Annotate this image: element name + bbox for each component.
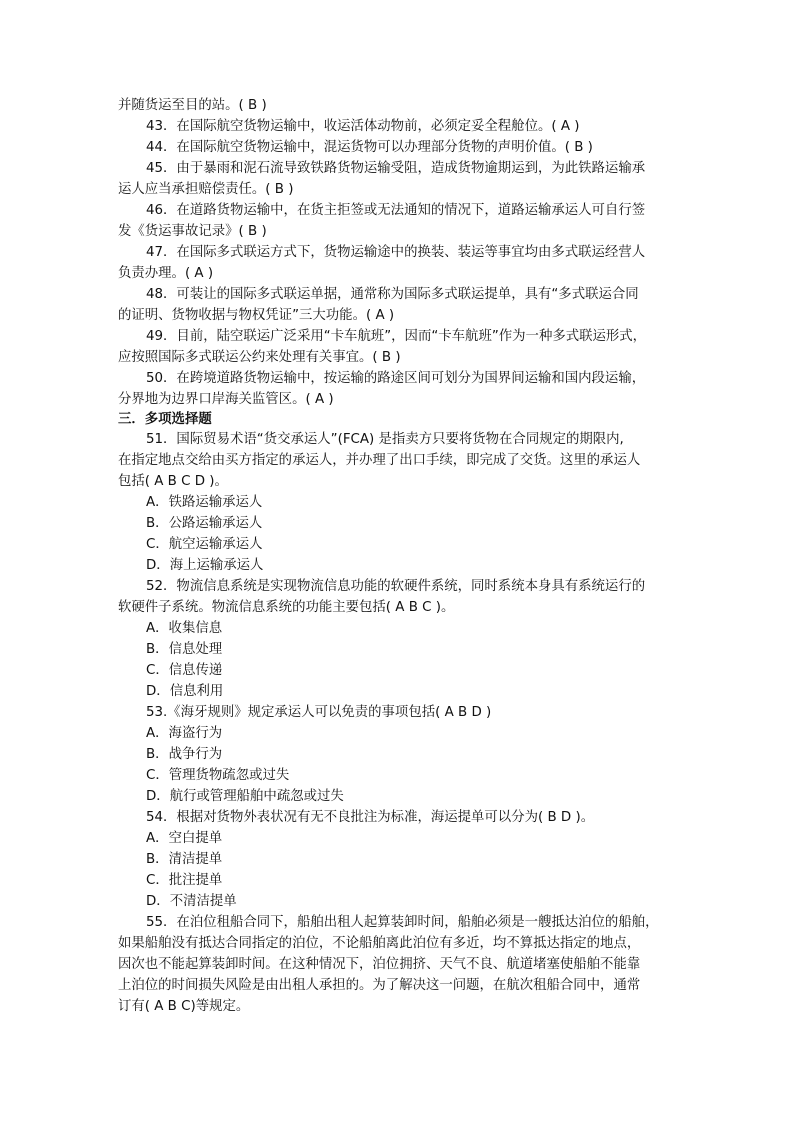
question-52: 52．物流信息系统是实现物流信息功能的软硬件系统，同时系统本身具有系统运行的 (146, 579, 646, 594)
text-line: 运人应当承担赔偿责任。( B ) (118, 182, 294, 197)
option-b: B．公路运输承运人 (146, 516, 263, 531)
option-b: B．战争行为 (146, 747, 223, 762)
question-55: 55．在泊位租船合同下，船舶出租人起算装卸时间，船舶必须是一艘抵达泊位的船舶， (146, 915, 659, 930)
text-line: 包括( A B C D )。 (118, 474, 228, 489)
option-a: A．收集信息 (146, 621, 223, 636)
option-d: D．不清洁提单 (146, 894, 237, 909)
option-a: A．海盗行为 (146, 726, 223, 741)
option-c: C．管理货物疏忽或过失 (146, 768, 290, 783)
question-46: 46．在道路货物运输中，在货主拒签或无法通知的情况下，道路运输承运人可自行签 (146, 203, 646, 218)
question-45: 45．由于暴雨和泥石流导致铁路货物运输受阻，造成货物逾期运到，为此铁路运输承 (146, 161, 646, 176)
text-line: 软硬件子系统。物流信息系统的功能主要包括( A B C )。 (118, 600, 455, 615)
option-a: A．空白提单 (146, 831, 223, 846)
text-line: 负责办理。( A ) (118, 266, 214, 281)
question-48: 48．可装让的国际多式联运单据，通常称为国际多式联运提单，具有“多式联运合同 (146, 287, 639, 302)
option-a: A．铁路运输承运人 (146, 495, 263, 510)
text-line: 分界地为边界口岸海关监管区。( A ) (118, 392, 334, 407)
text-line: 的证明、货物收据与物权凭证”三大功能。( A ) (118, 308, 395, 323)
option-c: C．信息传递 (146, 663, 223, 678)
question-50: 50．在跨境道路货物运输中，按运输的路途区间可划分为国界间运输和国内段运输， (146, 371, 646, 386)
question-44: 44．在国际航空货物运输中，混运货物可以办理部分货物的声明价值。( B ) (146, 140, 593, 155)
text-line: 上泊位的时间损失风险是由出租人承担的。为了解决这一问题，在航次租船合同中，通常 (118, 978, 641, 993)
question-47: 47．在国际多式联运方式下，货物运输途中的换装、装运等事宜均由多式联运经营人 (146, 245, 646, 260)
text-line: 如果船舶没有抵达合同指定的泊位，不论船舶离此泊位有多近，均不算抵达指定的地点， (118, 936, 641, 951)
text-line: 应按照国际多式联运公约来处理有关事宜。( B ) (118, 350, 401, 365)
option-b: B．信息处理 (146, 642, 223, 657)
text-line: 发《货运事故记录》( B ) (118, 224, 267, 239)
question-54: 54．根据对货物外表状况有无不良批注为标准，海运提单可以分为( B D )。 (146, 810, 595, 825)
question-49: 49．目前，陆空联运广泛采用“卡车航班”，因而“卡车航班”作为一种多式联运形式， (146, 329, 647, 344)
option-d: D．航行或管理船舶中疏忽或过失 (146, 789, 344, 804)
text-line: 订有( A B C)等规定。 (118, 999, 250, 1014)
question-51: 51．国际贸易术语“货交承运人”(FCA) 是指卖方只要将货物在合同规定的期限内, (146, 432, 624, 447)
text-line: 因次也不能起算装卸时间。在这种情况下，泊位拥挤、天气不良、航道堵塞使船舶不能靠 (118, 957, 641, 972)
option-d: D．信息利用 (146, 684, 224, 699)
option-c: C．航空运输承运人 (146, 537, 263, 552)
question-53: 53.《海牙规则》规定承运人可以免责的事项包括( A B D ) (146, 705, 492, 720)
question-43: 43．在国际航空货物运输中，收运活体动物前，必须定妥全程舱位。( A ) (146, 119, 580, 134)
option-d: D．海上运输承运人 (146, 558, 264, 573)
section-heading: 三．多项选择题 (118, 412, 212, 427)
text-line: 在指定地点交给由买方指定的承运人，并办理了出口手续，即完成了交货。这里的承运人 (118, 453, 641, 468)
option-b: B．清洁提单 (146, 852, 223, 867)
option-c: C．批注提单 (146, 873, 223, 888)
text-line: 并随货运至目的站。( B ) (118, 98, 267, 113)
